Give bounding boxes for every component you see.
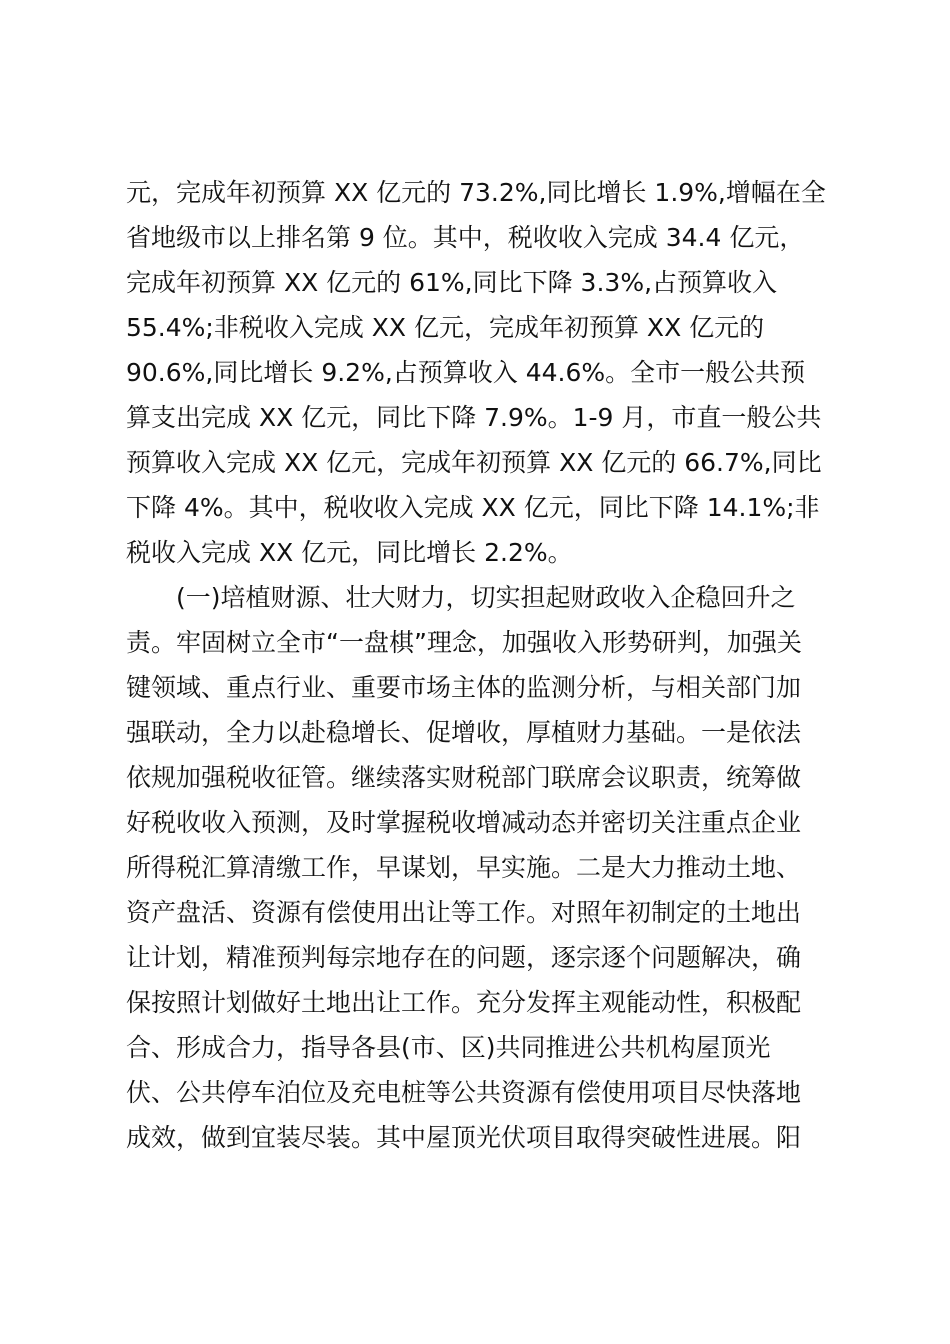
text-line: 责。牢固树立全市“一盘棋”理念，加强收入形势研判，加强关 <box>126 628 802 657</box>
text-line: 90.6%,同比增长 9.2%,占预算收入 44.6%。全市一般公共预 <box>126 358 806 387</box>
text-line: 保按照计划做好土地出让工作。充分发挥主观能动性，积极配 <box>126 988 802 1017</box>
text-line: 合、形成合力，指导各县(市、区)共同推进公共机构屋顶光 <box>126 1033 771 1062</box>
text-line: 资产盘活、资源有偿使用出让等工作。对照年初制定的土地出 <box>126 898 802 927</box>
text-line: 成效，做到宜装尽装。其中屋顶光伏项目取得突破性进展。阳 <box>126 1123 802 1152</box>
text-line: 强联动，全力以赴稳增长、促增收，厚植财力基础。一是依法 <box>126 718 802 747</box>
text-line: 键领域、重点行业、重要市场主体的监测分析，与相关部门加 <box>126 673 802 702</box>
text-line: 省地级市以上排名第 9 位。其中，税收收入完成 34.4 亿元， <box>126 223 805 252</box>
text-line: 伏、公共停车泊位及充电桩等公共资源有偿使用项目尽快落地 <box>126 1078 802 1107</box>
text-line: 完成年初预算 XX 亿元的 61%,同比下降 3.3%,占预算收入 <box>126 268 778 297</box>
text-line: 好税收收入预测，及时掌握税收增减动态并密切关注重点企业 <box>126 808 802 837</box>
text-line: 税收入完成 XX 亿元，同比增长 2.2%。 <box>126 538 573 567</box>
text-line: 55.4%;非税收入完成 XX 亿元，完成年初预算 XX 亿元的 <box>126 313 765 342</box>
text-line: 让计划，精准预判每宗地存在的问题，逐宗逐个问题解决，确 <box>126 943 802 972</box>
body-text <box>126 170 836 1160</box>
text-line: 预算收入完成 XX 亿元，完成年初预算 XX 亿元的 66.7%,同比 <box>126 448 822 477</box>
text-line: 下降 4%。其中，税收收入完成 XX 亿元，同比下降 14.1%;非 <box>126 493 820 522</box>
text-line: 算支出完成 XX 亿元，同比下降 7.9%。1-9 月，市直一般公共 <box>126 403 822 432</box>
text-line: 依规加强税收征管。继续落实财税部门联席会议职责，统筹做 <box>126 763 802 792</box>
paragraph-heading-line: (一)培植财源、壮大财力，切实担起财政收入企稳回升之 <box>176 583 796 612</box>
text-line: 元，完成年初预算 XX 亿元的 73.2%,同比增长 1.9%,增幅在全 <box>126 178 826 207</box>
text-line: 所得税汇算清缴工作，早谋划，早实施。二是大力推动土地、 <box>126 853 802 882</box>
